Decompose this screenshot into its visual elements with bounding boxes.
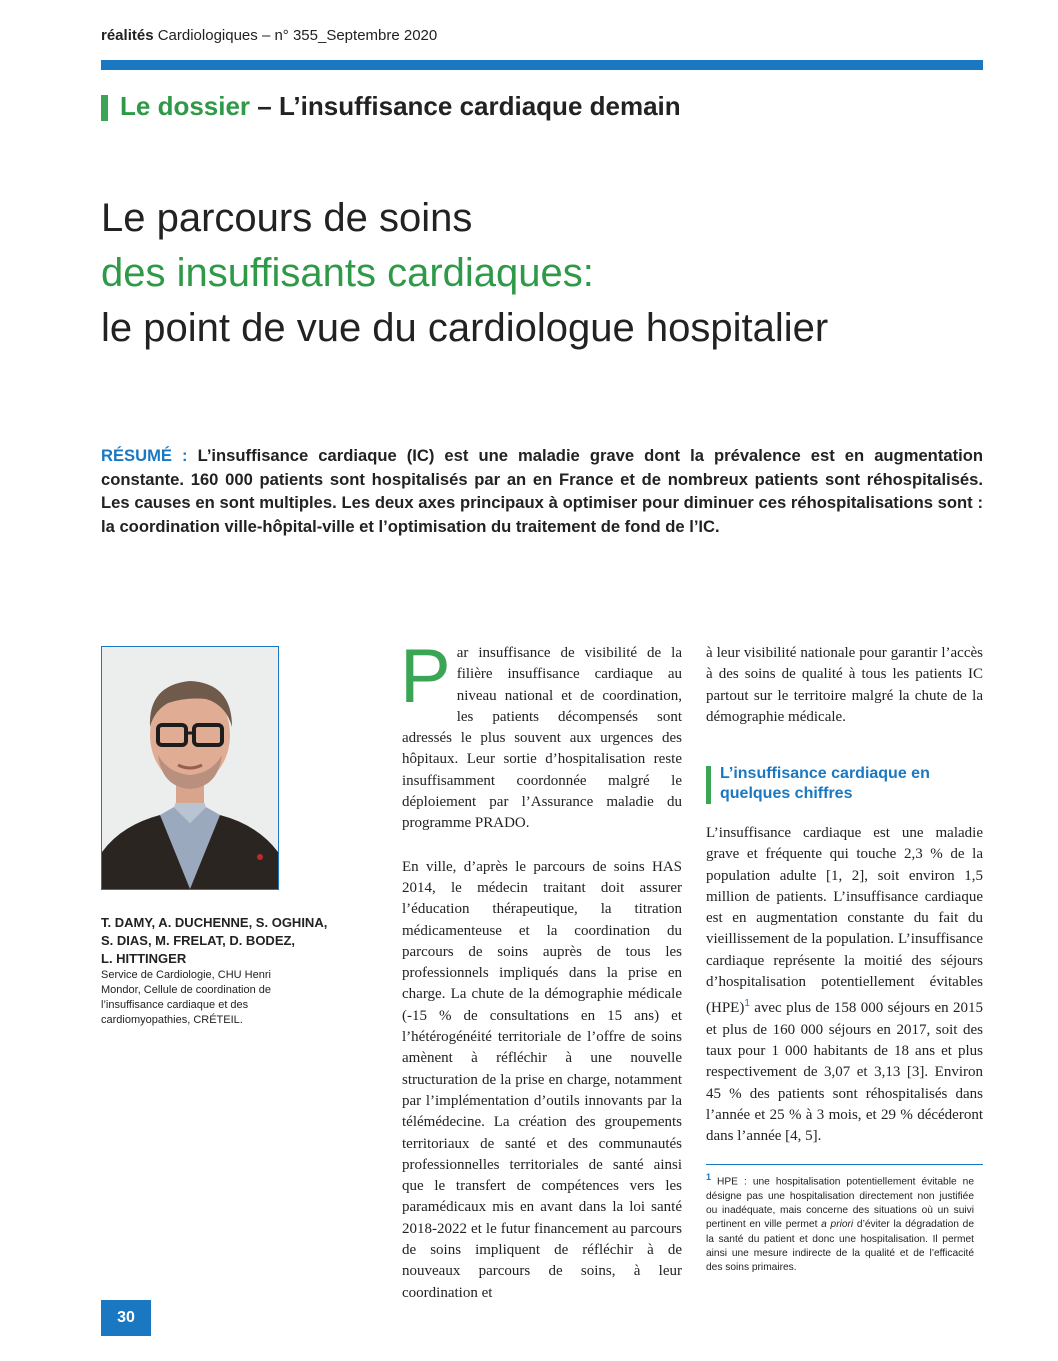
subheading-marker [706, 766, 711, 804]
author-list [101, 914, 328, 968]
section-label: Le dossier [120, 91, 251, 121]
section-topic: – L’insuffisance cardiaque demain [250, 91, 681, 121]
author-line-3: L. HITTINGER [101, 951, 187, 966]
portrait-illustration [102, 647, 278, 889]
journal-issue: Cardiologiques – n° 355_Septembre 2020 [153, 27, 438, 44]
abstract-label: RÉSUMÉ : [101, 446, 188, 465]
section-marker [101, 95, 108, 121]
body-column-2-top [706, 643, 983, 728]
author-line-2: S. DIAS, M. FRELAT, D. BODEZ, [101, 933, 296, 948]
author-photo [101, 646, 279, 890]
body-paragraph-4 [706, 823, 983, 1147]
body-paragraph-2: En ville, d’après le parcours de soins HAS 2014, le médecin traitant doit assurer l’éducation thérapeutique, la titration médicamenteuse et la coordination du parcours de soins auprès de tous les professionnels impliqués dans la prise en charge. La chute de la démographie médicale (-15 % de consultations en 15 ans) et l’hétérogénéité territoriale de l’offre de soins amènent à réfléchir à une nouvelle structuration de la prise en charge, notamment par l’implémentation d’outils innovants par la télémédecine. La création des groupements territoriaux de santé et des communautés professionnelles territoriales de santé ainsi que le transfert de compétences vers les paramédicaux mis en avant dans la loi santé 2018-2022 et le futur financement au parcours de soins impliquent de réfléchir à de nouveaux parcours de soins, à leur coordination et [402, 858, 682, 1301]
body-column-2 [706, 823, 983, 1147]
author-line-1: T. DAMY, A. DUCHENNE, S. OGHINA, [101, 915, 328, 930]
footnote [706, 1170, 974, 1275]
journal-header [101, 27, 437, 44]
abstract [101, 444, 983, 538]
journal-brand: réalités [101, 27, 154, 44]
body-paragraph-1 [400, 634, 682, 835]
abstract-text: L’insuffisance cardiaque (IC) est une maladie grave dont la prévalence est en augmentation constante. 160 000 patients sont hospitalisés par an en France et de nombreux patients sont réhospitalisés. Les causes en sont multiples. Les deux axes principaux à optimiser pour diminuer ces réhospitalisations sont : la coordination ville-hôpital-ville et l’optimisation du traitement de fond de l’IC. [101, 446, 983, 536]
footnote-rule [706, 1164, 983, 1165]
subheading: L’insuffisance cardiaque en quelques chiffres [720, 765, 930, 802]
footnote-emphasis: a priori [821, 1219, 854, 1231]
page-number: 30 [101, 1300, 151, 1336]
author-affiliation: Service de Cardiologie, CHU Henri Mondor, Cellule de coordination de l’insuffisance cardiaque et des cardiomyopathies, CRÉTEIL. [101, 969, 272, 1026]
body-paragraph-1-text: ar insuffisance de visibilité de la filière insuffisance cardiaque au niveau national et de coordination, les patients décompensés sont adressés le plus souvent aux urgences des hôpitaux. Leur sortie d’hospitalisation reste insuffisamment coordonnée malgré le déploiement par l’Assurance maladie du programme PRADO. [402, 645, 682, 832]
body-paragraph-3: à leur visibilité nationale pour garantir l’accès à des soins de qualité à tous les patients IC partout sur le territoire malgré la chute de la démographie médicale. [706, 645, 983, 725]
body-column-1 [400, 634, 682, 1304]
header-rule [101, 60, 983, 70]
section-heading [120, 91, 681, 122]
drop-cap: P [400, 634, 451, 719]
body-paragraph-4-text-b: avec plus de 158 000 séjours en 2015 et plus de 160 000 séjours en 2017, soit des taux pour 1 000 habitants de 18 ans et plus respectivement de 3,07 et 3,13 [3]. Environ 45 % des patients sont réhospitalisés dans l’année et 25 % à 3 mois, et 29 % décéderont dans l’année [4, 5]. [706, 1000, 983, 1145]
article-title-line-2: des insuffisants cardiaques: [101, 251, 594, 295]
body-paragraph-4-text-a: L’insuffisance cardiaque est une maladie grave et fréquente qui touche 2,3 % de la population adulte [1, 2], soit environ 1,5 million de patients. L’insuffisance cardiaque est en augmentation constante du fait du vieillissement de la population. L’insuffisance cardiaque représente la moitié des séjours d’hospitalisation potentiellement évitables (HPE) [706, 825, 983, 1017]
article-title-line-3: le point de vue du cardiologue hospitalier [101, 306, 829, 350]
article-title-line-1: Le parcours de soins [101, 196, 473, 240]
footnote-text-a: HPE : une hospitalisation potentiellement évitable ne désigne pas une hospitalisation directement non justifiée ou inadéquate, mais concerne des situations où un suivi pertinent en ville permet [706, 1176, 974, 1231]
footnote-text-b: d’éviter la dégradation de la santé du patient et donc une hospitalisation. Il permet ainsi une mesure indirecte de la qualité et de l’efficacité des soins primaires. [706, 1219, 974, 1274]
footnote-reference: 1 [744, 998, 750, 1010]
footnote-number: 1 [706, 1172, 712, 1182]
